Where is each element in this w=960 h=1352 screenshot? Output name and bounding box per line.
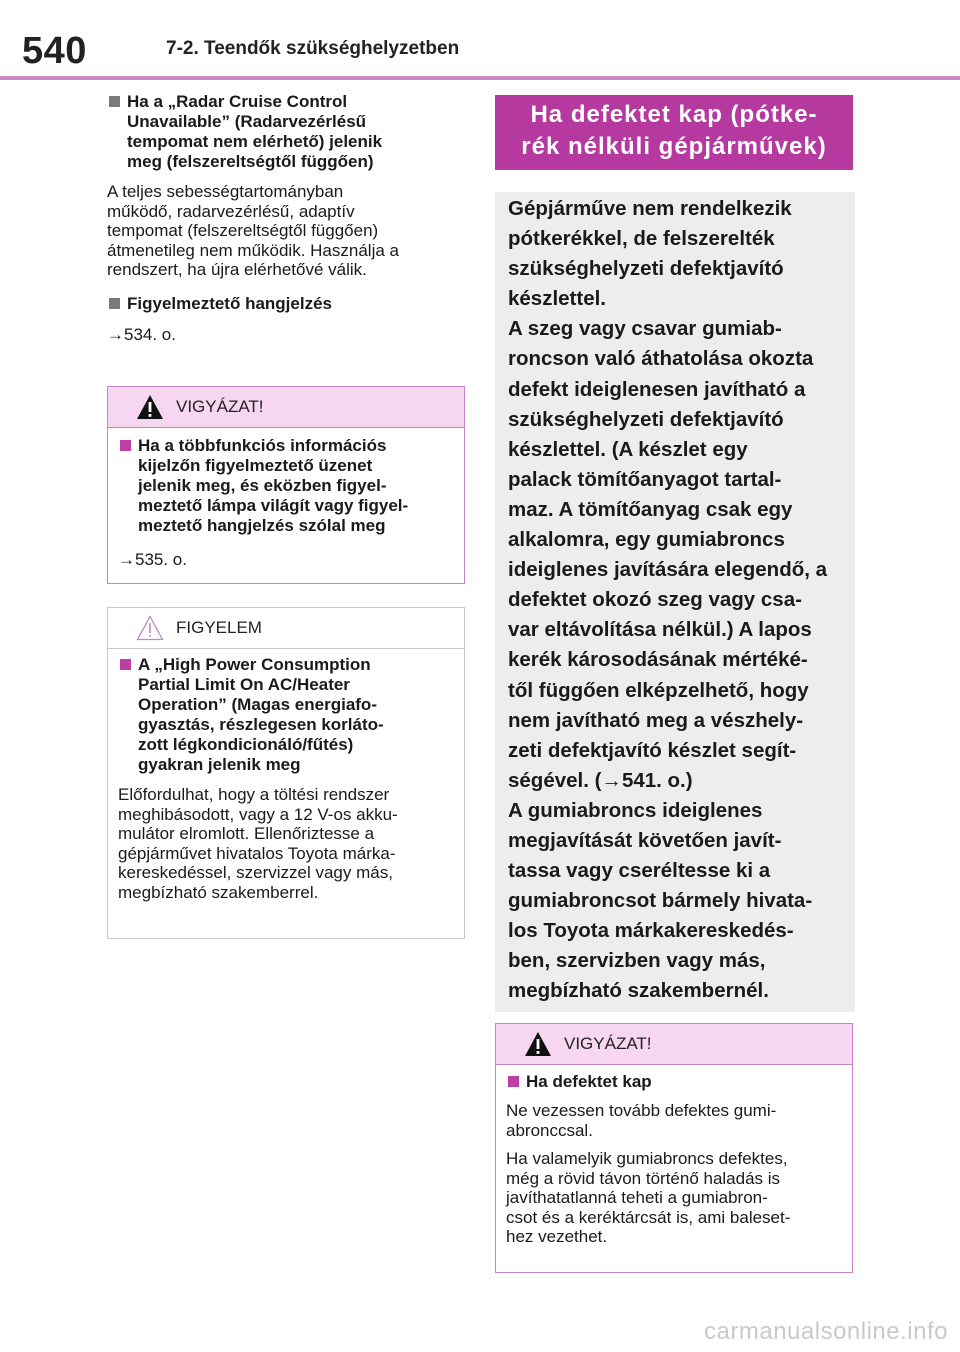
bullet-square-icon xyxy=(109,96,120,107)
radar-body-line: tempomat (felszereltségtől függően) xyxy=(107,221,379,240)
caution-para-2: Ha valamelyik gumiabroncs defektes, még a rövid távon történő haladás is javíthatatlanná teheti a gumiabron- csot és a keréktárcsát is, ami baleset- hez vezethet. xyxy=(506,1149,791,1246)
watermark: carmanualsonline.info xyxy=(704,1318,948,1345)
flat-tire-info-box xyxy=(495,192,855,1012)
radar-body-line: átmenetileg nem működik. Használja a xyxy=(107,240,399,260)
notice-box-title: FIGYELEM xyxy=(176,618,262,637)
notice-body: Előfordulhat, hogy a töltési rendszer meghibásodott, vagy a 12 V-os akku- mulátor elromlott. Ellenőriztesse a gépjárművet hivatalos Toyota márka- kereskedéssel, szervizzel vagy más, megbízható szakemberrel. xyxy=(118,785,398,902)
section-title: 7-2. Teendők szükséghelyzetben xyxy=(166,38,460,59)
caution-box-title: VIGYÁZAT! xyxy=(564,1034,652,1053)
info-line: ben, szervizben vagy más, xyxy=(508,949,766,973)
radar-body-line: A teljes sebességtartományban xyxy=(107,182,344,201)
info-line: tassa vagy cseréltesse ki a xyxy=(508,859,771,883)
info-line: től függően elképzelhető, hogy xyxy=(508,678,809,702)
info-line: megbízható szakembernél. xyxy=(508,979,769,1003)
flat-tire-banner xyxy=(495,95,853,170)
radar-heading-line: meg (felszereltségtől függően) xyxy=(127,152,374,171)
info-line: szükséghelyzeti defektjavító xyxy=(508,257,784,281)
caution-para-1: Ne vezessen tovább defektes gumi- abronccsal. xyxy=(506,1101,777,1140)
caution-item-heading: Ha a többfunkciós információs kijelzőn figyelmeztető üzenet jelenik meg, és eközben figyel- meztető lámpa világít vagy figyel- meztető hangjelzés szólal meg xyxy=(118,436,454,536)
page-number: 540 xyxy=(22,30,87,72)
info-line: palack tömítőanyagot tartal- xyxy=(508,467,782,491)
notice-box xyxy=(107,607,465,939)
caution-reference[interactable]: →535. o. xyxy=(118,550,187,569)
bullet-square-icon xyxy=(120,659,131,670)
radar-body-line: rendszert, ha újra elérhetővé válik. xyxy=(107,260,367,279)
radar-heading-line: Unavailable” (Radarvezérlésű xyxy=(127,112,367,131)
caution-box-header xyxy=(496,1024,852,1065)
info-line: megjavítását követően javít- xyxy=(508,828,782,852)
caution-box-header xyxy=(108,387,464,428)
info-line: var eltávolítása nélkül.) A lapos xyxy=(508,618,812,642)
radar-heading-line: tempomat nem elérhető) jelenik xyxy=(127,132,383,151)
info-line: zeti defektjavító készlet segít- xyxy=(508,738,797,762)
banner-line: rék nélküli gépjárművek) xyxy=(521,133,827,160)
info-line: A szeg vagy csavar gumiab- xyxy=(508,317,782,341)
caution-item-heading: Ha defektet kap xyxy=(506,1072,842,1092)
info-line: maz. A tömítőanyag csak egy xyxy=(508,497,793,521)
radar-body xyxy=(107,182,465,280)
info-line: ségével. (→541. o.) xyxy=(508,768,693,792)
info-line: ideiglenes javítására elegendő, a xyxy=(508,558,828,582)
notice-box-header xyxy=(108,608,464,649)
notice-item-heading: A „High Power Consumption Partial Limit On AC/Heater Operation” (Magas energiafo- gyasztás, részlegesen korláto- zott légkondicionáló/fűtés) gyakran jelenik meg xyxy=(118,655,454,775)
warning-triangle-icon xyxy=(136,394,164,420)
radar-heading xyxy=(107,92,465,172)
bullet-square-icon xyxy=(508,1076,519,1087)
caution-box-right xyxy=(495,1023,853,1273)
bullet-square-icon xyxy=(109,298,120,309)
warning-sound-heading: Figyelmeztető hangjelzés xyxy=(107,294,465,314)
info-line: Gépjárműve nem rendelkezik xyxy=(508,197,792,220)
info-line: készlettel. (A készlet egy xyxy=(508,437,748,461)
left-column xyxy=(107,92,465,345)
info-line: gumiabroncsot bármely hivata- xyxy=(508,889,813,913)
banner-line: Ha defektet kap (pótke- xyxy=(530,101,818,128)
info-line: pótkerékkel, de felszerelték xyxy=(508,227,775,251)
caution-box-title: VIGYÁZAT! xyxy=(176,397,264,416)
warning-sound-reference[interactable]: →534. o. xyxy=(107,324,176,344)
info-line: roncson való áthatolása okozta xyxy=(508,347,814,371)
info-line: nem javítható meg a vészhely- xyxy=(508,708,804,732)
info-line: defektet okozó szeg vagy csa- xyxy=(508,588,802,612)
warning-triangle-icon xyxy=(524,1031,552,1057)
info-line: kerék károsodásának mértéké- xyxy=(508,648,808,672)
caution-box-left xyxy=(107,386,465,584)
radar-heading-line: Ha a „Radar Cruise Control xyxy=(127,92,348,111)
info-text xyxy=(508,194,844,1007)
bullet-square-icon xyxy=(120,440,131,451)
info-line: A gumiabroncs ideiglenes xyxy=(508,798,763,822)
info-line: los Toyota márkakereskedés- xyxy=(508,919,794,943)
info-line: defekt ideiglenesen javítható a xyxy=(508,377,806,401)
info-line: alkalomra, egy gumiabroncs xyxy=(508,528,785,552)
info-line: készlettel. xyxy=(508,287,606,311)
notice-triangle-icon xyxy=(136,615,164,641)
header-divider xyxy=(0,76,960,80)
radar-body-line: működő, radarvezérlésű, adaptív xyxy=(107,201,355,221)
info-line: szükséghelyzeti defektjavító xyxy=(508,407,784,431)
